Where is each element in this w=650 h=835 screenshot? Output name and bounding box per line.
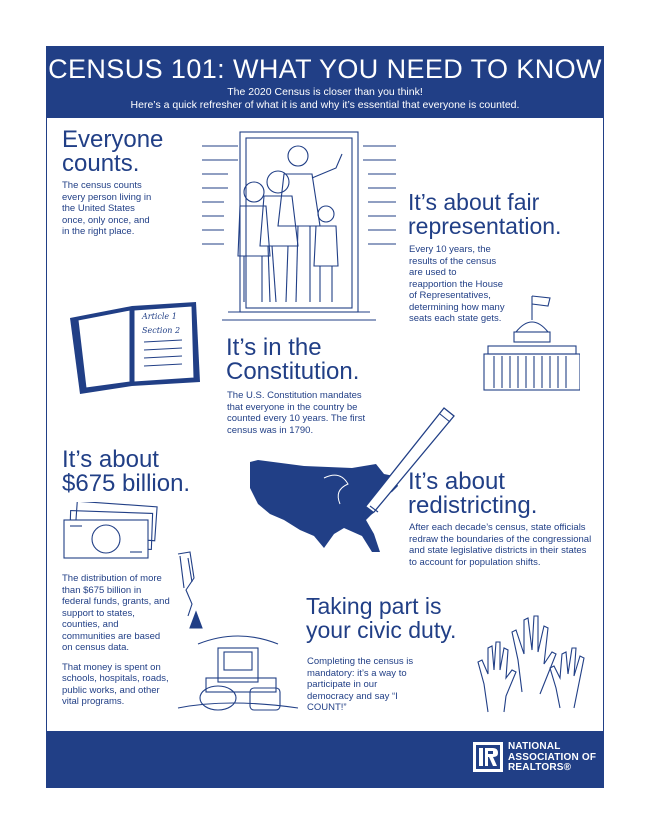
org-line-3: REALTORS® (508, 762, 572, 773)
redistricting-body: After each decade’s census, state officials redraw the boundaries of the congressional and state legislative districts in their states to account for population shifts. (409, 522, 592, 568)
org-name (508, 742, 596, 774)
civic-body: Completing the census is mandatory: it’s a way to participate in our democracy and say “I COUNT!” (307, 656, 414, 713)
hands-illustration (474, 608, 594, 718)
civic-heading-line1: Taking part is (306, 593, 442, 619)
constitution-heading-line1: It’s in the (226, 334, 322, 361)
capitol-illustration (480, 292, 580, 392)
redistricting-heading-line1: It’s about (408, 468, 505, 495)
constitution-body: The U.S. Constitution mandates that everyone in the country be counted every 10 years. The first census was in 1790. (227, 390, 366, 436)
everyone-heading-line1: Everyone (62, 126, 164, 153)
book-icon (70, 302, 200, 394)
book-page-text-2: Section 2 (142, 326, 181, 335)
book-illustration (66, 298, 206, 398)
capitol-icon (484, 296, 580, 390)
civic-heading-line2: your civic duty. (306, 617, 457, 643)
org-line-1: NATIONAL (508, 741, 561, 752)
billion-body-2: That money is spent on schools, hospitals, roads, public works, and other vital programs. (62, 661, 169, 707)
money-icon (64, 502, 157, 558)
everyone-heading (62, 128, 163, 176)
representation-heading (408, 190, 561, 238)
representation-heading-line1: It’s about fair (408, 189, 540, 215)
subtitle-line-2: Here’s a quick refresher of what it is and why it’s essential that everyone is counted. (130, 99, 520, 111)
subtitle-line-1: The 2020 Census is closer than you think! (227, 86, 423, 98)
raised-hands-icon (478, 616, 584, 712)
org-line-2: ASSOCIATION OF (508, 751, 597, 763)
roller-illustration (168, 548, 308, 718)
road-roller-icon (178, 552, 298, 710)
billion-body (62, 573, 172, 716)
civic-heading (306, 594, 456, 642)
family-illustration (198, 126, 398, 326)
money-illustration (62, 502, 162, 562)
billion-heading-line2: $675 billion. (62, 470, 191, 497)
billion-body-1: The distribution of more than $675 billion in federal funds, grants, and support to states, counties, and communities are based on census data. (62, 573, 170, 653)
footer-banner (46, 731, 604, 788)
billion-heading (62, 448, 190, 496)
people-icon (238, 146, 342, 302)
constitution-heading (226, 336, 359, 384)
everyone-heading-line2: counts. (62, 150, 140, 177)
redistricting-heading-line2: redistricting. (408, 492, 538, 519)
representation-heading-line2: representation. (408, 213, 562, 239)
header-banner (46, 46, 604, 118)
redistricting-heading (408, 470, 537, 518)
representation-body: Every 10 years, the results of the census are used to reapportion the House of Representatives, determining how many seats each state gets. (409, 244, 505, 324)
everyone-body: The census counts every person living in the United States once, only once, and in the right place. (62, 180, 152, 237)
book-page-text-1: Article 1 (142, 312, 177, 321)
billion-heading-line1: It’s about (62, 446, 159, 473)
constitution-heading-line2: Constitution. (226, 358, 360, 385)
page-title: CENSUS 101: WHAT YOU NEED TO KNOW (48, 54, 602, 84)
realtor-logo-icon (473, 742, 503, 772)
